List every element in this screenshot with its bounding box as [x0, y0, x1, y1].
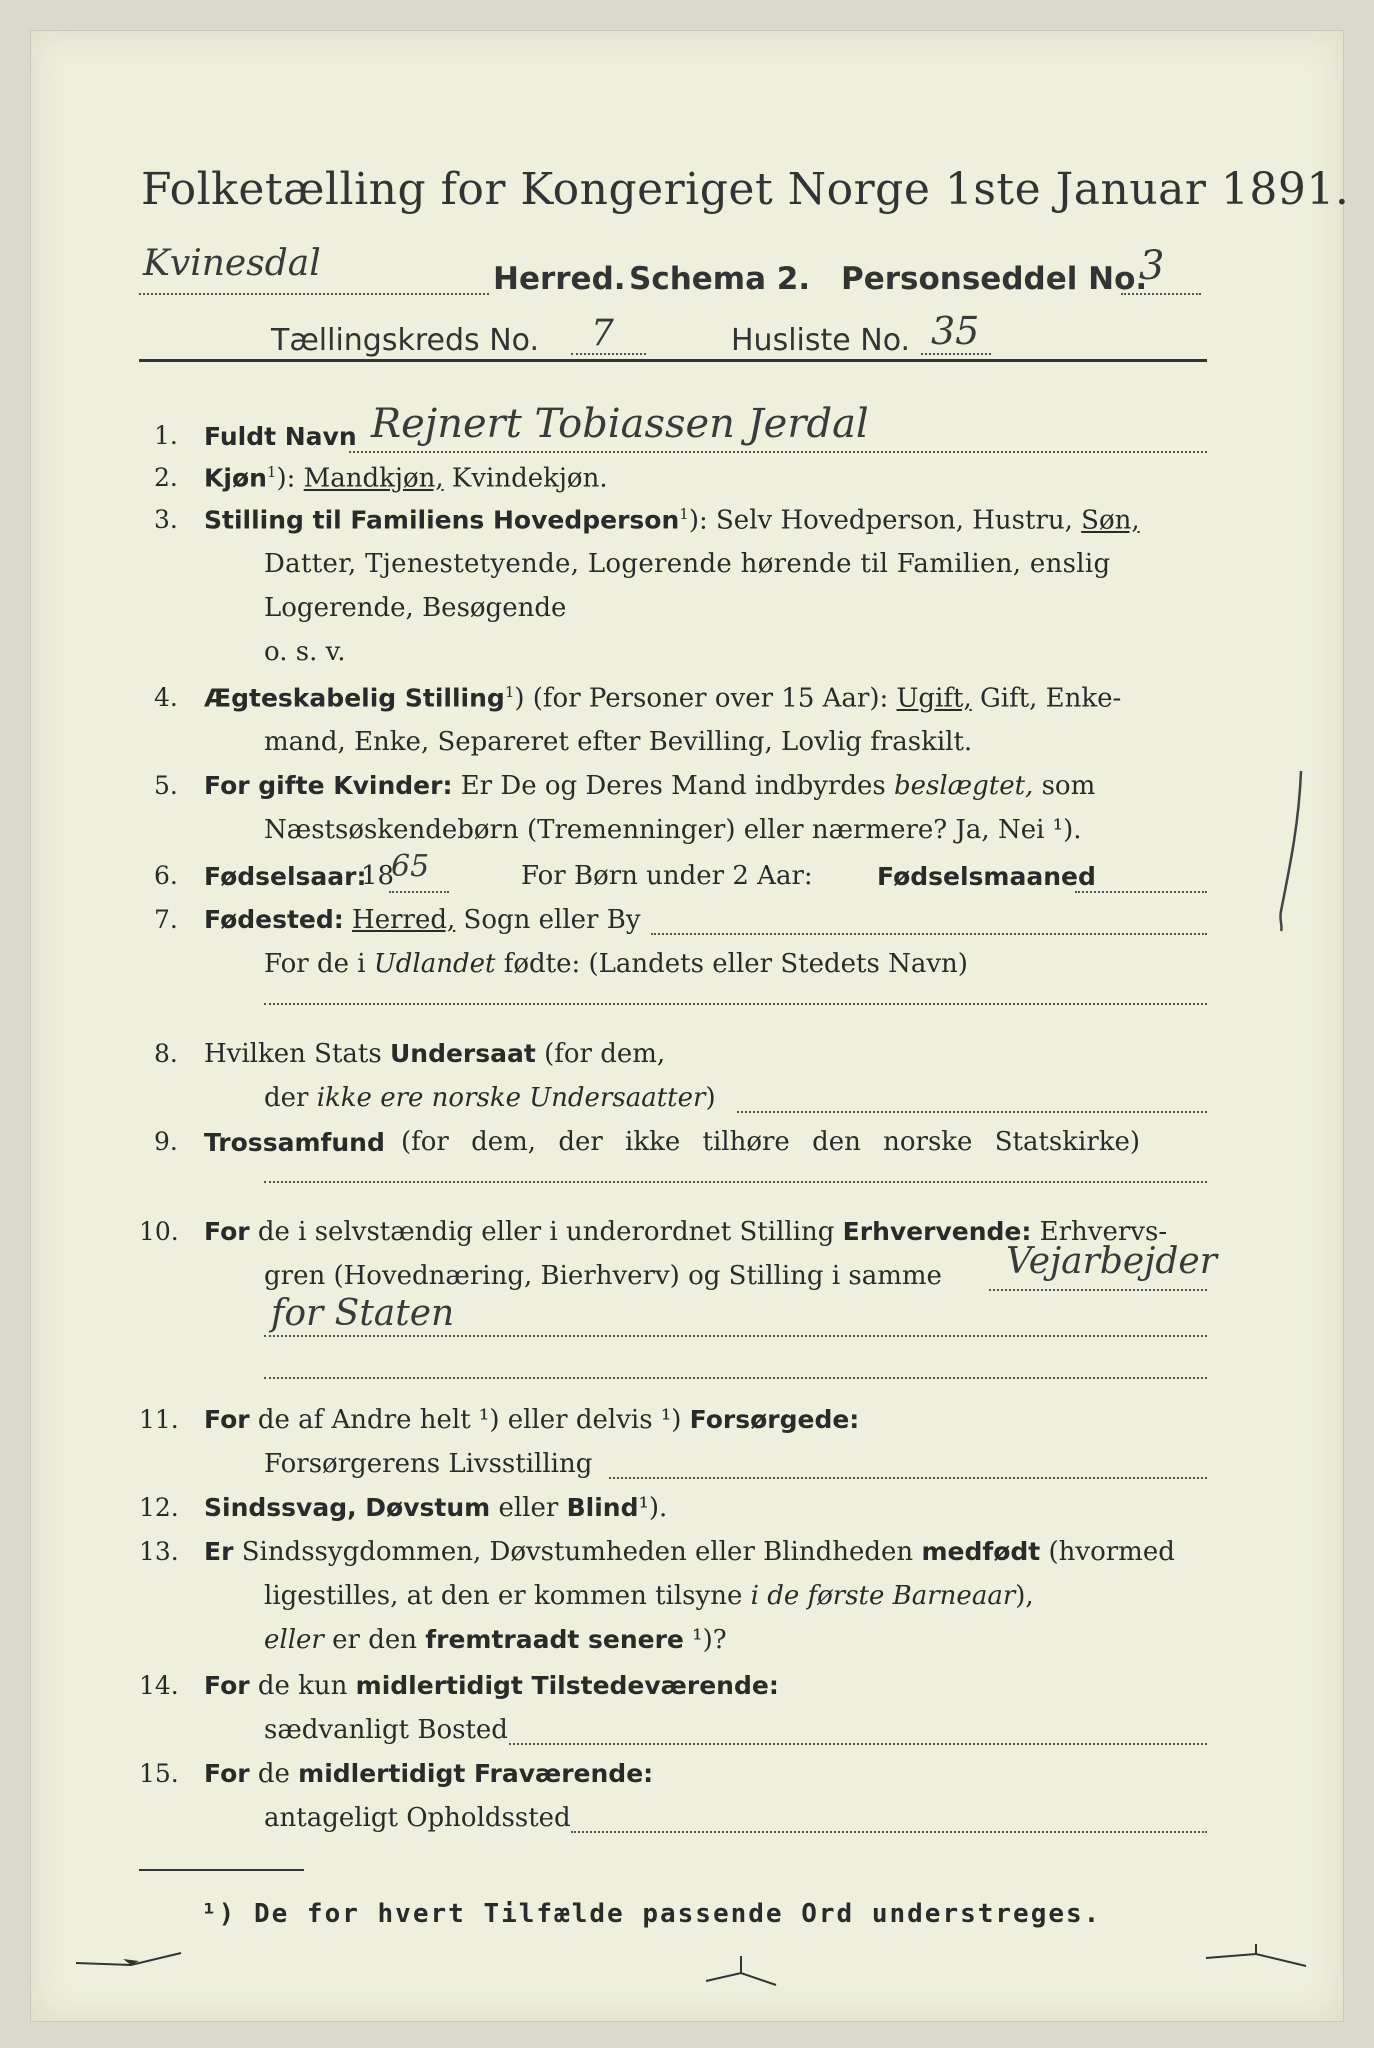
item-13-label-b: medfødt: [921, 1537, 1041, 1566]
item-8-line-2-italic: ikke ere norske Undersaatter: [316, 1083, 706, 1113]
item-6-label-2: Fødselsmaaned: [877, 862, 1096, 891]
item-11-label-a: For: [204, 1405, 250, 1434]
item-3-line-4: o. s. v.: [264, 637, 346, 667]
herred-dotline: [139, 293, 489, 295]
item-13-line-2: [264, 1581, 1034, 1611]
item-2-option-male: Mandkjøn,: [303, 463, 444, 494]
item-11-line-2: Forsørgerens Livsstilling: [264, 1449, 593, 1479]
item-5-label: For gifte Kvinder:: [204, 771, 453, 800]
herred-value: Kvinesdal: [143, 243, 321, 284]
item-12-label: Sindssvag, Døvstum: [204, 1493, 491, 1522]
footnote: ¹) De for hvert Tilfælde passende Ord understreges.: [201, 1899, 1102, 1929]
item-5-line-2: Næstsøskendebørn (Tremenninger) eller nærmere? Ja, Nei ¹).: [264, 815, 1082, 845]
item-15-text-a: de: [257, 1759, 290, 1789]
item-13-line-3: [264, 1625, 727, 1655]
item-13-line-2-b: ),: [1015, 1581, 1034, 1611]
item-12-tail: ¹).: [638, 1493, 668, 1523]
header-rule: [139, 359, 1207, 362]
item-6-year-dotline: [389, 891, 449, 893]
husliste-label: Husliste No.: [731, 323, 911, 358]
item-12-line: [204, 1493, 667, 1523]
personseddel-dotline: [1121, 293, 1201, 295]
item-5-text-b: som: [1041, 771, 1096, 801]
fold-mark-right: [1201, 1936, 1311, 1976]
margin-pencil-mark: [1261, 761, 1321, 941]
item-11-label-b: Forsørgede:: [689, 1405, 860, 1434]
item-8-line-2-a: der: [264, 1083, 309, 1113]
footnote-rule: [139, 1869, 304, 1871]
kreds-value: 7: [591, 313, 614, 354]
item-9-text: (for dem, der ikke tilhøre den norske Statskirke): [401, 1127, 1141, 1157]
item-9-label: Trossamfund: [204, 1128, 385, 1157]
item-3-line-2: Datter, Tjenestetyende, Logerende hørende til Familien, enslig: [264, 549, 1111, 579]
item-3-number: 3.: [154, 505, 178, 534]
item-8-dotline: [737, 1111, 1207, 1113]
item-11-dotline: [609, 1477, 1207, 1479]
item-1-value: Rejnert Tobiassen Jerdal: [371, 401, 869, 447]
herred-label: Herred.: [493, 261, 626, 297]
item-6-text: For Børn under 2 Aar:: [521, 861, 813, 891]
item-3-selected-option: Søn,: [1081, 505, 1140, 536]
item-13-label-a: Er: [204, 1537, 234, 1566]
item-15-line-2: antageligt Opholdssted: [264, 1803, 571, 1833]
item-12-number: 12.: [139, 1493, 179, 1522]
item-5-text-a: Er De og Deres Mand indbyrdes: [460, 771, 886, 801]
item-10-number: 10.: [139, 1217, 179, 1246]
item-9-number: 9.: [154, 1127, 178, 1156]
item-8-text-a: Hvilken Stats: [204, 1039, 382, 1069]
item-15-line-1: [204, 1759, 653, 1789]
item-4-label: Ægteskabelig Stilling: [204, 683, 505, 713]
item-7-line-2-italic: Udlandet: [373, 949, 496, 979]
item-13-line-1: [204, 1537, 1175, 1567]
item-13-line-2-a: ligestilles, at den er kommen tilsyne: [264, 1581, 743, 1611]
form-title: Folketælling for Kongeriget Norge 1ste Januar 1891.: [141, 164, 1350, 215]
item-13-line-3-c: ¹)?: [692, 1625, 727, 1655]
item-13-line-3-italic: eller: [264, 1625, 324, 1655]
item-7-number: 7.: [154, 905, 178, 934]
item-7-line-2-a: For de i: [264, 949, 366, 979]
item-4-text-a: ) (for Personer over 15 Aar):: [514, 683, 889, 714]
item-6-label: Fødselsaar:: [204, 862, 367, 891]
item-5-italic: beslægtet,: [893, 771, 1034, 801]
item-13-line-3-b: fremtraadt senere: [425, 1625, 684, 1654]
item-8-label: Undersaat: [389, 1039, 536, 1068]
kreds-dotline: [571, 353, 646, 355]
item-6-value: 65: [391, 849, 430, 884]
item-1-number: 1.: [154, 421, 178, 450]
item-5-line-1: [204, 771, 1095, 801]
item-13-line-2-italic: i de første Barneaar: [750, 1581, 1016, 1611]
item-2-paren: ):: [276, 463, 296, 494]
item-9-dotline: [264, 1181, 1207, 1183]
item-10-text-b: Erhvervs-: [1039, 1217, 1168, 1247]
item-3-label: Stilling til Familiens Hovedperson: [204, 505, 680, 535]
item-3-options: Selv Hovedperson, Hustru,: [716, 505, 1073, 536]
item-11-number: 11.: [139, 1405, 179, 1434]
item-7-dotline-1: [651, 933, 1207, 935]
item-6-prefix: 18: [361, 861, 395, 891]
item-15-dotline: [571, 1831, 1207, 1833]
item-15-label-a: For: [204, 1759, 250, 1788]
item-10-line-2: gren (Hovednæring, Bierhverv) og Stilling i samme: [264, 1261, 942, 1291]
item-6-number: 6.: [154, 861, 178, 890]
item-2-label: Kjøn: [204, 463, 267, 493]
item-13-text-b: (hvormed: [1048, 1537, 1175, 1567]
item-11-line-1: [204, 1405, 859, 1435]
item-7-text: Sogn eller By: [463, 905, 641, 935]
schema-label: Schema 2.: [629, 261, 811, 297]
item-13-text-a: Sindssygdommen, Døvstumheden eller Blindheden: [241, 1537, 914, 1567]
item-10-dotline-3: [264, 1377, 1207, 1379]
item-4-line-1: [204, 683, 1121, 714]
fold-mark-center: [701, 1951, 781, 1991]
item-3-line-3: Logerende, Besøgende: [264, 593, 567, 623]
item-8-number: 8.: [154, 1039, 178, 1068]
item-14-line-1: [204, 1671, 779, 1701]
item-10-dotline-1: [989, 1289, 1207, 1291]
item-2-line: [204, 463, 608, 494]
item-7-label: Fødested:: [204, 905, 344, 934]
item-15-number: 15.: [139, 1759, 179, 1788]
item-10-label-a: For: [204, 1217, 250, 1246]
item-10-dotline-2: [264, 1335, 1207, 1337]
item-7-line-2: [264, 949, 968, 979]
item-14-label-b: midlertidigt Tilstedeværende:: [355, 1671, 779, 1700]
husliste-value: 35: [931, 309, 980, 353]
item-11-text-a: de af Andre helt ¹) eller delvis ¹): [257, 1405, 682, 1435]
item-14-dotline: [509, 1743, 1207, 1745]
item-14-label-a: For: [204, 1671, 250, 1700]
item-12-text: eller: [498, 1493, 559, 1523]
item-8-line-2: [264, 1083, 716, 1113]
item-6-month-dotline: [1075, 891, 1207, 893]
item-7-line-2-b: fødte: (Landets eller Stedets Navn): [503, 949, 968, 979]
item-3-paren: ):: [688, 505, 708, 536]
census-form-sheet: [30, 30, 1350, 2022]
item-4-number: 4.: [154, 683, 178, 712]
item-1-dotline: [349, 451, 1207, 453]
item-14-line-2: sædvanligt Bosted: [264, 1715, 508, 1745]
item-1-label: Fuldt Navn: [204, 422, 357, 451]
item-4-line-2: mand, Enke, Separeret efter Bevilling, Lovlig fraskilt.: [264, 727, 973, 757]
item-10-text-a: de i selvstændig eller i underordnet Stilling: [257, 1217, 835, 1247]
item-13-line-3-a: er den: [332, 1625, 417, 1655]
item-3-line-1: [204, 505, 1140, 536]
fold-mark-left: [71, 1941, 191, 1981]
item-8-line-2-b: ): [705, 1083, 716, 1113]
item-4-sup: 1: [504, 683, 515, 701]
item-2-number: 2.: [154, 463, 178, 492]
item-8-line-1: [204, 1039, 665, 1069]
item-10-value-2: for Staten: [271, 1293, 455, 1334]
personseddel-value: 3: [1139, 243, 1165, 289]
item-7-line-1: [204, 905, 641, 935]
item-8-text-b: (for dem,: [544, 1039, 666, 1069]
item-7-dotline-2: [264, 1003, 1207, 1005]
item-3-sup: 1: [679, 505, 689, 523]
item-4-text-b: Gift, Enke-: [980, 683, 1122, 714]
item-4-selected-option: Ugift,: [896, 683, 972, 714]
item-10-label-b: Erhvervende:: [842, 1217, 1032, 1246]
item-12-label-2: Blind: [566, 1493, 639, 1522]
item-14-number: 14.: [139, 1671, 179, 1700]
item-14-text-a: de kun: [257, 1671, 348, 1701]
item-15-label-b: midlertidigt Fraværende:: [298, 1759, 654, 1788]
item-7-selected-option: Herred,: [352, 905, 456, 935]
kreds-label: Tællingskreds No.: [271, 323, 539, 358]
item-13-number: 13.: [139, 1537, 179, 1566]
item-2-option-female: Kvindekjøn.: [451, 463, 608, 494]
item-2-sup: 1: [266, 463, 277, 481]
husliste-dotline: [921, 353, 991, 355]
item-10-value-1: Vejarbejder: [1006, 1241, 1217, 1282]
item-5-number: 5.: [154, 771, 178, 800]
personseddel-label: Personseddel No.: [841, 261, 1148, 297]
